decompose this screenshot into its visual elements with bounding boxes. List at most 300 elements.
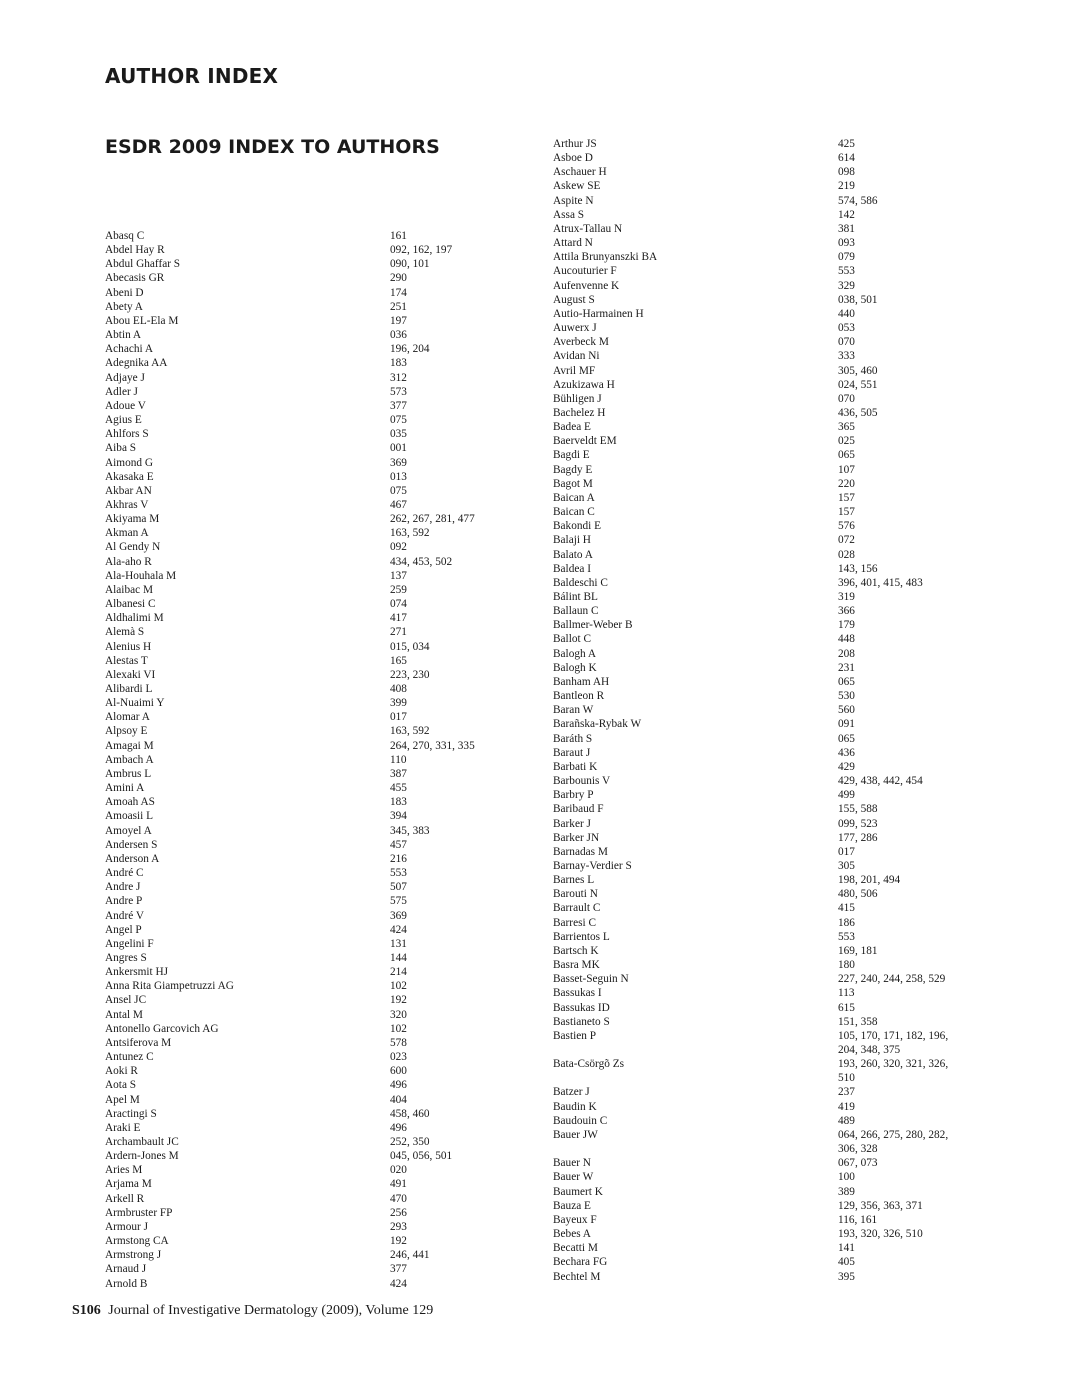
author-pages [390, 965, 525, 979]
author-pages [838, 618, 993, 632]
author-pages [838, 717, 993, 731]
page-refs: 399 [390, 697, 407, 710]
author-name: Auwerx J [553, 322, 597, 335]
author-name: Bauer N [553, 1157, 591, 1170]
page-refs: 458, 460 [390, 1107, 430, 1120]
page-refs: 394 [390, 810, 407, 823]
author-entry [553, 958, 993, 972]
page-refs: 177, 286 [838, 831, 878, 844]
author-name: Ankersmit HJ [105, 966, 169, 979]
author-pages [838, 1241, 993, 1255]
author-pages [390, 1163, 525, 1177]
author-entry [553, 1029, 993, 1057]
page-refs: 614 [838, 152, 855, 165]
page-refs: 193, 320, 326, 510 [838, 1228, 923, 1241]
author-name: Alestas T [105, 654, 148, 667]
author-pages [390, 1149, 525, 1163]
page-refs: 345, 383 [390, 824, 430, 837]
page-refs: 183 [390, 796, 407, 809]
author-name: Barbounis V [553, 775, 611, 788]
page-refs: 305, 460 [838, 364, 878, 377]
author-pages [390, 385, 525, 399]
author-entry [105, 767, 525, 781]
author-entry [105, 441, 525, 455]
author-name: Anna Rita Giampetruzzi AG [105, 980, 234, 993]
author-pages [838, 505, 993, 519]
author-entry [105, 1277, 525, 1291]
author-name: Ballmer-Weber B [553, 619, 633, 632]
page-refs: 065 [838, 732, 855, 745]
author-name: Barnes L [553, 874, 595, 887]
author-name: Armstong CA [105, 1235, 169, 1248]
author-name: Andre J [105, 881, 141, 894]
author-pages [838, 208, 993, 222]
page-refs: 415 [838, 902, 855, 915]
author-name: Akasaka E [105, 470, 154, 483]
author-entry [105, 1177, 525, 1191]
author-entry [105, 824, 525, 838]
author-name: Bagdy E [553, 463, 593, 476]
author-entry [105, 1036, 525, 1050]
page-refs: 220 [838, 477, 855, 490]
page-refs: 574, 586 [838, 194, 878, 207]
author-entry [553, 562, 993, 576]
page-refs: 252, 350 [390, 1136, 430, 1148]
author-entry [105, 682, 525, 696]
author-name: Amoah AS [105, 796, 155, 809]
author-entry [553, 972, 993, 986]
page-refs: 259 [390, 583, 407, 596]
author-pages [838, 802, 993, 816]
author-name: Aldhalimi M [105, 612, 164, 625]
page-refs: 001 [390, 442, 407, 455]
author-pages [390, 371, 525, 385]
author-pages [390, 1206, 525, 1220]
author-pages [838, 1029, 993, 1057]
page-refs: 099, 523 [838, 817, 878, 830]
author-entry [553, 250, 993, 264]
author-name: Balogh A [553, 647, 596, 660]
author-entry [105, 654, 525, 668]
author-pages [838, 151, 993, 165]
author-pages [838, 774, 993, 788]
author-name: Barbati K [553, 760, 598, 773]
author-entry [553, 859, 993, 873]
author-pages [390, 979, 525, 993]
page-refs: 116, 161 [838, 1213, 878, 1226]
author-entry [553, 519, 993, 533]
author-entry [553, 448, 993, 462]
author-pages [390, 526, 525, 540]
author-name: Barañska-Rybak W [553, 718, 642, 731]
page-refs: 155, 588 [838, 803, 878, 816]
page-refs: 216 [390, 852, 407, 865]
author-entry [105, 993, 525, 1007]
page-refs: 075 [390, 414, 407, 427]
author-entry [553, 1227, 993, 1241]
author-entry [553, 222, 993, 236]
page-refs: 377 [390, 399, 407, 412]
author-pages [838, 746, 993, 760]
author-name: Barouti N [553, 888, 598, 901]
author-pages [390, 540, 525, 554]
author-pages [838, 222, 993, 236]
author-pages [390, 470, 525, 484]
author-entry [105, 795, 525, 809]
author-pages [838, 661, 993, 675]
author-pages [390, 413, 525, 427]
author-pages [838, 293, 993, 307]
author-name: Ahlfors S [105, 428, 149, 441]
author-entry [105, 625, 525, 639]
page-refs: 065 [838, 449, 855, 462]
author-name: Angel P [105, 923, 142, 936]
author-pages [838, 448, 993, 462]
author-entry [553, 378, 993, 392]
author-pages [390, 1121, 525, 1135]
author-pages [838, 958, 993, 972]
author-name: Askew SE [553, 180, 601, 193]
page-refs: 256 [390, 1206, 407, 1219]
author-pages [390, 257, 525, 271]
page-refs: 329 [838, 279, 855, 292]
page-refs: 079 [838, 251, 855, 264]
author-name: Barnadas M [553, 845, 608, 858]
author-name: Al Gendy N [105, 541, 161, 554]
author-name: Assa S [553, 208, 585, 221]
author-pages [838, 1270, 993, 1284]
author-entry [553, 1114, 993, 1128]
author-entry [553, 264, 993, 278]
author-name: Angres S [105, 951, 147, 964]
page-refs: 219 [838, 180, 855, 193]
author-entry [553, 1001, 993, 1015]
author-entry [553, 1170, 993, 1184]
page-refs: 157 [838, 506, 855, 519]
author-name: Bauza E [553, 1199, 591, 1212]
author-pages [838, 788, 993, 802]
author-entry [553, 463, 993, 477]
author-entry [553, 335, 993, 349]
author-entry [105, 838, 525, 852]
author-name: Ala-aho R [105, 555, 152, 568]
author-pages [838, 930, 993, 944]
page-refs: 163, 592 [390, 725, 430, 738]
author-entry [553, 406, 993, 420]
author-name: Bechara FG [553, 1256, 608, 1269]
page-refs: 305 [838, 859, 855, 872]
author-entry [553, 1213, 993, 1227]
author-entry [553, 647, 993, 661]
author-entry [553, 491, 993, 505]
page-refs: 434, 453, 502 [390, 555, 453, 568]
author-pages [838, 420, 993, 434]
author-entry [105, 696, 525, 710]
author-pages [390, 1135, 525, 1149]
author-name: Aimond G [105, 456, 154, 469]
author-name: Baráth S [553, 732, 593, 745]
author-entry [105, 1262, 525, 1276]
author-name: Abtin A [105, 329, 142, 342]
author-pages [390, 399, 525, 413]
author-entry [105, 809, 525, 823]
author-entry [553, 732, 993, 746]
author-pages [838, 986, 993, 1000]
page-refs: 165 [390, 654, 407, 667]
page-refs-continued: 306, 328 [838, 1143, 878, 1156]
author-pages [390, 1234, 525, 1248]
author-pages [838, 279, 993, 293]
author-name: Balogh K [553, 661, 597, 674]
author-entry [105, 328, 525, 342]
author-pages [390, 583, 525, 597]
author-name: Bagot M [553, 477, 593, 490]
author-name: Ala-Houhala M [105, 569, 177, 582]
author-entry [105, 342, 525, 356]
author-entry [105, 257, 525, 271]
page-refs: 028 [838, 548, 855, 561]
page-refs: 448 [838, 633, 855, 646]
author-pages [390, 498, 525, 512]
page-refs: 102 [390, 1022, 407, 1035]
author-entry [553, 279, 993, 293]
page-refs: 293 [390, 1220, 407, 1233]
author-name: Alibardi L [105, 683, 153, 695]
author-pages [390, 328, 525, 342]
author-name: Bastianeto S [553, 1015, 610, 1028]
author-name: Bakondi E [553, 520, 602, 533]
author-name: Amini A [105, 782, 145, 795]
author-name: Attard N [553, 237, 593, 250]
page-refs: 496 [390, 1121, 407, 1134]
page-refs: 053 [838, 322, 855, 335]
author-name: Bata-Csörgõ Zs [553, 1058, 625, 1071]
author-name: Bantleon R [553, 690, 605, 703]
page-refs: 369 [390, 909, 407, 922]
author-entry [105, 1149, 525, 1163]
author-pages [390, 1008, 525, 1022]
page-refs: 075 [390, 484, 407, 497]
author-name: Baraut J [553, 746, 591, 759]
author-entry [105, 668, 525, 682]
index-title: ESDR 2009 INDEX TO AUTHORS [105, 136, 440, 158]
author-pages [838, 703, 993, 717]
page-refs: 237 [838, 1086, 855, 1099]
author-name: Bachelez H [553, 406, 606, 419]
author-name: Adjaye J [105, 371, 145, 384]
page-refs: 131 [390, 937, 407, 950]
author-entry [105, 923, 525, 937]
page-refs: 366 [838, 605, 855, 618]
page-refs: 129, 356, 363, 371 [838, 1199, 923, 1212]
author-entry [105, 371, 525, 385]
author-entry [553, 916, 993, 930]
author-entry [105, 894, 525, 908]
author-name: Alpsoy E [105, 725, 148, 738]
author-pages [390, 1277, 525, 1291]
author-pages [390, 314, 525, 328]
page-refs: 389 [838, 1185, 855, 1198]
author-name: Baican A [553, 491, 595, 504]
author-name: Aucouturier F [553, 265, 617, 278]
author-name: Agius E [105, 414, 142, 427]
author-pages [838, 463, 993, 477]
author-pages [838, 972, 993, 986]
author-entry [105, 1192, 525, 1206]
author-entry [553, 307, 993, 321]
author-name: Aspite N [553, 194, 594, 207]
author-pages [838, 590, 993, 604]
author-pages [390, 569, 525, 583]
author-name: Aufenvenne K [553, 279, 620, 292]
author-name: André V [105, 909, 145, 922]
author-name: Alaibac M [105, 583, 153, 596]
author-name: Apel M [105, 1093, 140, 1106]
author-entry [105, 569, 525, 583]
page-refs: 417 [390, 612, 407, 625]
author-entry [105, 739, 525, 753]
page-refs: 141 [838, 1242, 855, 1255]
author-entry [105, 937, 525, 951]
page-refs: 035 [390, 428, 407, 441]
author-name: Bayeux F [553, 1213, 597, 1226]
author-pages [390, 1220, 525, 1234]
author-name: Akbar AN [105, 484, 152, 497]
author-pages [390, 229, 525, 243]
author-pages [838, 576, 993, 590]
author-entry [105, 540, 525, 554]
page-refs: 405 [838, 1256, 855, 1269]
author-pages [838, 1185, 993, 1199]
page-refs: 615 [838, 1001, 855, 1014]
author-name: Abecasis GR [105, 272, 165, 285]
author-name: Balaji H [553, 534, 591, 547]
author-name: Albanesi C [105, 598, 156, 611]
page-refs: 102 [390, 980, 407, 993]
author-name: Baudin K [553, 1100, 597, 1113]
author-pages [390, 724, 525, 738]
author-entry [553, 774, 993, 788]
page-refs: 100 [838, 1171, 855, 1184]
author-entry [105, 1064, 525, 1078]
page-refs: 436, 505 [838, 406, 878, 419]
author-entry [553, 137, 993, 151]
author-entry [105, 1022, 525, 1036]
author-entry [553, 1128, 993, 1156]
author-pages [390, 696, 525, 710]
author-entry [553, 632, 993, 646]
author-name: Alenius H [105, 640, 152, 653]
page-refs: 271 [390, 626, 407, 639]
author-entry [105, 640, 525, 654]
author-name: Amoyel A [105, 824, 152, 837]
author-name: Abdel Hay R [105, 244, 165, 257]
page-refs: 208 [838, 647, 855, 660]
author-pages [390, 809, 525, 823]
author-name: Amagai M [105, 739, 154, 752]
author-pages [390, 456, 525, 470]
author-pages [390, 1093, 525, 1107]
author-pages [838, 250, 993, 264]
author-entry [105, 1220, 525, 1234]
author-entry [105, 555, 525, 569]
author-name: André C [105, 867, 144, 880]
page-refs: 576 [838, 520, 855, 533]
author-pages [838, 1001, 993, 1015]
page-refs: 098 [838, 166, 855, 179]
author-pages [838, 1170, 993, 1184]
page-refs: 396, 401, 415, 483 [838, 576, 923, 589]
author-pages [838, 732, 993, 746]
page-refs: 179 [838, 619, 855, 632]
author-entry [553, 1156, 993, 1170]
page-refs: 553 [838, 265, 855, 278]
author-name: Bauer W [553, 1171, 594, 1184]
page-refs: 024, 551 [838, 378, 878, 391]
page-refs: 312 [390, 371, 407, 384]
author-entry [553, 293, 993, 307]
author-pages [390, 1078, 525, 1092]
author-pages [838, 264, 993, 278]
page-refs: 186 [838, 916, 855, 929]
author-entry [105, 583, 525, 597]
author-entry [105, 456, 525, 470]
author-name: Arnold B [105, 1277, 148, 1290]
author-pages [838, 491, 993, 505]
author-pages [838, 307, 993, 321]
author-pages [838, 533, 993, 547]
author-entry [553, 986, 993, 1000]
author-pages [390, 937, 525, 951]
author-name: Adler J [105, 385, 138, 398]
page-refs: 333 [838, 350, 855, 363]
author-pages [390, 441, 525, 455]
author-pages [390, 824, 525, 838]
author-pages [838, 887, 993, 901]
author-entry [105, 866, 525, 880]
page-refs: 553 [390, 867, 407, 880]
author-pages [838, 1199, 993, 1213]
author-name: Anderson A [105, 852, 160, 865]
author-entry [553, 236, 993, 250]
author-pages [390, 597, 525, 611]
page-refs: 142 [838, 208, 855, 221]
author-name: Basra MK [553, 959, 600, 972]
author-entry [553, 618, 993, 632]
author-name: Aoki R [105, 1065, 138, 1078]
author-name: Averbeck M [553, 336, 609, 349]
author-entry [105, 399, 525, 413]
journal-citation: Journal of Investigative Dermatology (2009), Volume 129 [108, 1303, 434, 1318]
author-entry [105, 1093, 525, 1107]
author-pages [838, 1255, 993, 1269]
author-pages [390, 555, 525, 569]
section-title: AUTHOR INDEX [105, 64, 279, 88]
page-refs: 036 [390, 329, 407, 342]
author-entry [105, 484, 525, 498]
author-name: Banham AH [553, 675, 610, 688]
author-name: Bartsch K [553, 944, 599, 957]
author-pages [390, 753, 525, 767]
author-entry [553, 1085, 993, 1099]
author-name: Attila Brunyanszki BA [553, 251, 658, 264]
author-entry [553, 179, 993, 193]
page-refs: 381 [838, 222, 855, 235]
author-pages [390, 951, 525, 965]
author-pages [390, 484, 525, 498]
author-name: Armbruster FP [105, 1206, 173, 1219]
page-refs-continued: 510 [838, 1072, 855, 1085]
